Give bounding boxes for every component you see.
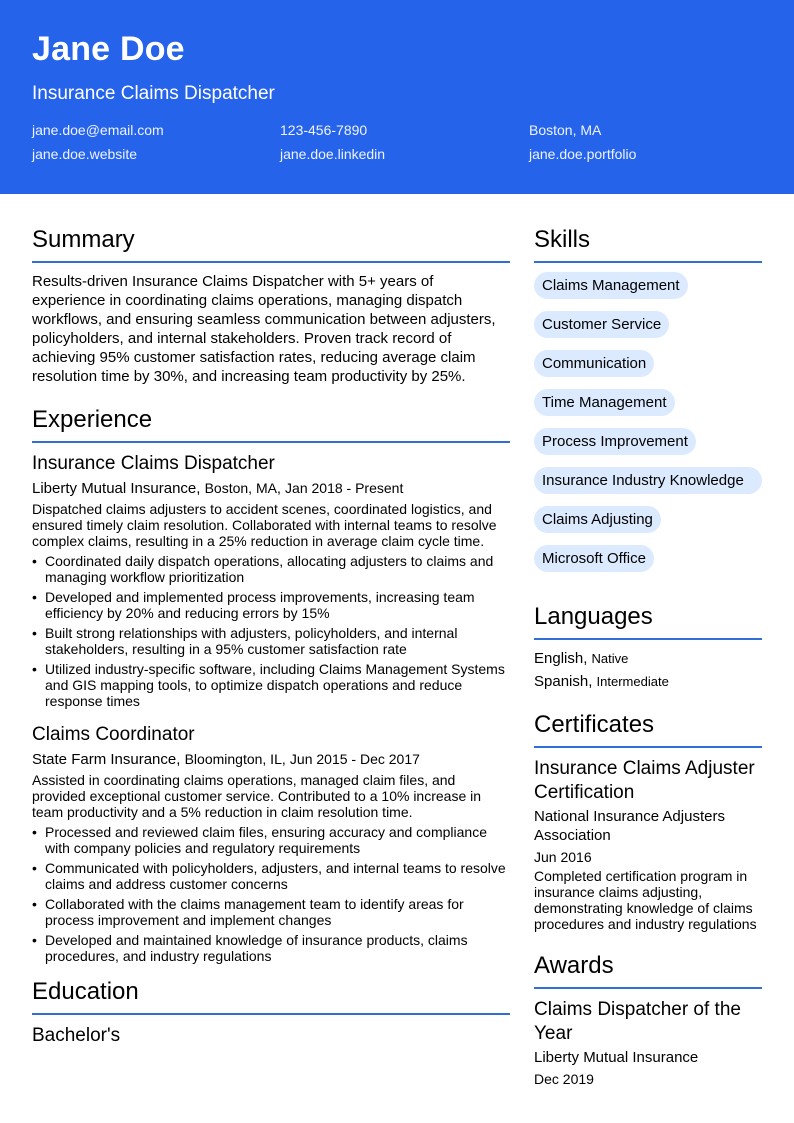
job-bullet: • Processed and reviewed claim files, ensuring accuracy and compliance with company policies and regulatory requirements xyxy=(32,824,510,856)
skill-chip: Process Improvement xyxy=(534,428,696,455)
contact-portfolio[interactable]: jane.doe.portfolio xyxy=(529,146,637,162)
job-dates: Jan 2018 - Present xyxy=(285,480,404,496)
skill-chip: Insurance Industry Knowledge xyxy=(534,467,762,494)
contact-phone[interactable]: 123-456-7890 xyxy=(280,122,368,138)
language-name: English, xyxy=(534,650,588,667)
language-level: Intermediate xyxy=(596,674,669,689)
skill-chip: Claims Management xyxy=(534,272,688,299)
language-item xyxy=(534,649,762,668)
certificate-date: Jun 2016 xyxy=(534,849,592,865)
certificates-heading: Certificates xyxy=(534,711,762,748)
certificate-title: Insurance Claims Adjuster Certification xyxy=(534,758,755,803)
job-description: Assisted in coordinating claims operations, managed claim files, and provided exceptional customer service. Contributed to a 10% increase in team productivity and a 5% reduction in claim resolution time. xyxy=(32,772,482,820)
skills-heading: Skills xyxy=(534,226,762,263)
certificate-org: National Insurance Adjusters Association xyxy=(534,808,725,844)
main-column xyxy=(32,226,510,1048)
education-heading: Education xyxy=(32,978,510,1015)
language-name: Spanish, xyxy=(534,673,593,690)
job-title-headline: Insurance Claims Dispatcher xyxy=(32,83,275,104)
contact-website[interactable]: jane.doe.website xyxy=(32,146,138,162)
job-bullet: • Developed and implemented process improvements, increasing team efficiency by 20% and reducing errors by 15% xyxy=(32,589,510,621)
skill-chip: Communication xyxy=(534,350,654,377)
skills-list xyxy=(534,272,762,584)
candidate-name: Jane Doe xyxy=(32,30,185,68)
certificate-description: Completed certification program in insurance claims adjusting, demonstrating knowledge of claims procedures and industry regulations xyxy=(534,868,757,932)
job-dates: Jun 2015 - Dec 2017 xyxy=(289,751,420,767)
award-org: Liberty Mutual Insurance xyxy=(534,1049,699,1066)
skill-chip: Time Management xyxy=(534,389,675,416)
experience-heading: Experience xyxy=(32,406,510,443)
job-company: Liberty Mutual Insurance, xyxy=(32,480,201,497)
job-meta xyxy=(32,478,510,499)
job-title: Claims Coordinator xyxy=(32,724,195,745)
summary-text: Results-driven Insurance Claims Dispatcher with 5+ years of experience in coordinating claims operations, managing dispatch workflows, and ensuring seamless communication between adjusters, policyholders, and internal stakeholders. Proven track record of achieving 95% customer satisfaction rates, reducing average claim resolution time by 30%, and increasing team productivity by 25%. xyxy=(32,273,496,385)
resume-header xyxy=(0,0,794,194)
job-bullet: • Collaborated with the claims management team to identify areas for process improvement and implement changes xyxy=(32,896,510,928)
language-item xyxy=(534,672,762,691)
languages-heading: Languages xyxy=(534,603,762,640)
job-bullet: • Developed and maintained knowledge of insurance products, claims procedures, and industry regulations xyxy=(32,932,510,964)
job-bullet: • Communicated with policyholders, adjusters, and internal teams to resolve claims and address customer concerns xyxy=(32,860,510,892)
job-description: Dispatched claims adjusters to accident scenes, coordinated logistics, and ensured timely claim resolution. Collaborated with internal teams to resolve complex claims, resulting in a 25% reduction in average claim cycle time. xyxy=(32,501,497,549)
skill-chip: Microsoft Office xyxy=(534,545,654,572)
job-location: Boston, MA, xyxy=(204,480,281,496)
education-degree: Bachelor's xyxy=(32,1025,121,1046)
job-bullet: • Utilized industry-specific software, including Claims Management Systems and GIS mapping tools, to optimize dispatch operations and reduce response times xyxy=(32,661,510,709)
award-title: Claims Dispatcher of the Year xyxy=(534,999,741,1044)
job-company: State Farm Insurance, xyxy=(32,751,181,768)
job-bullets xyxy=(32,824,510,964)
job-meta xyxy=(32,749,510,770)
award-date: Dec 2019 xyxy=(534,1071,594,1087)
awards-heading: Awards xyxy=(534,952,762,989)
job-entry xyxy=(32,723,510,964)
summary-heading: Summary xyxy=(32,226,510,263)
job-location: Bloomington, IL, xyxy=(184,751,286,767)
skill-chip: Customer Service xyxy=(534,311,669,338)
language-level: Native xyxy=(591,651,629,666)
languages-list xyxy=(534,649,762,691)
job-bullet: • Coordinated daily dispatch operations, allocating adjusters to claims and managing workflow prioritization xyxy=(32,553,510,585)
job-entry xyxy=(32,452,510,709)
job-bullet: • Built strong relationships with adjusters, policyholders, and internal stakeholders, resulting in a 95% customer satisfaction rate xyxy=(32,625,510,657)
job-bullets xyxy=(32,553,510,709)
contact-linkedin[interactable]: jane.doe.linkedin xyxy=(280,146,386,162)
job-title: Insurance Claims Dispatcher xyxy=(32,453,275,474)
contact-email[interactable]: jane.doe@email.com xyxy=(32,122,164,138)
skill-chip: Claims Adjusting xyxy=(534,506,661,533)
side-column xyxy=(534,226,762,1088)
contact-location: Boston, MA xyxy=(529,122,602,138)
